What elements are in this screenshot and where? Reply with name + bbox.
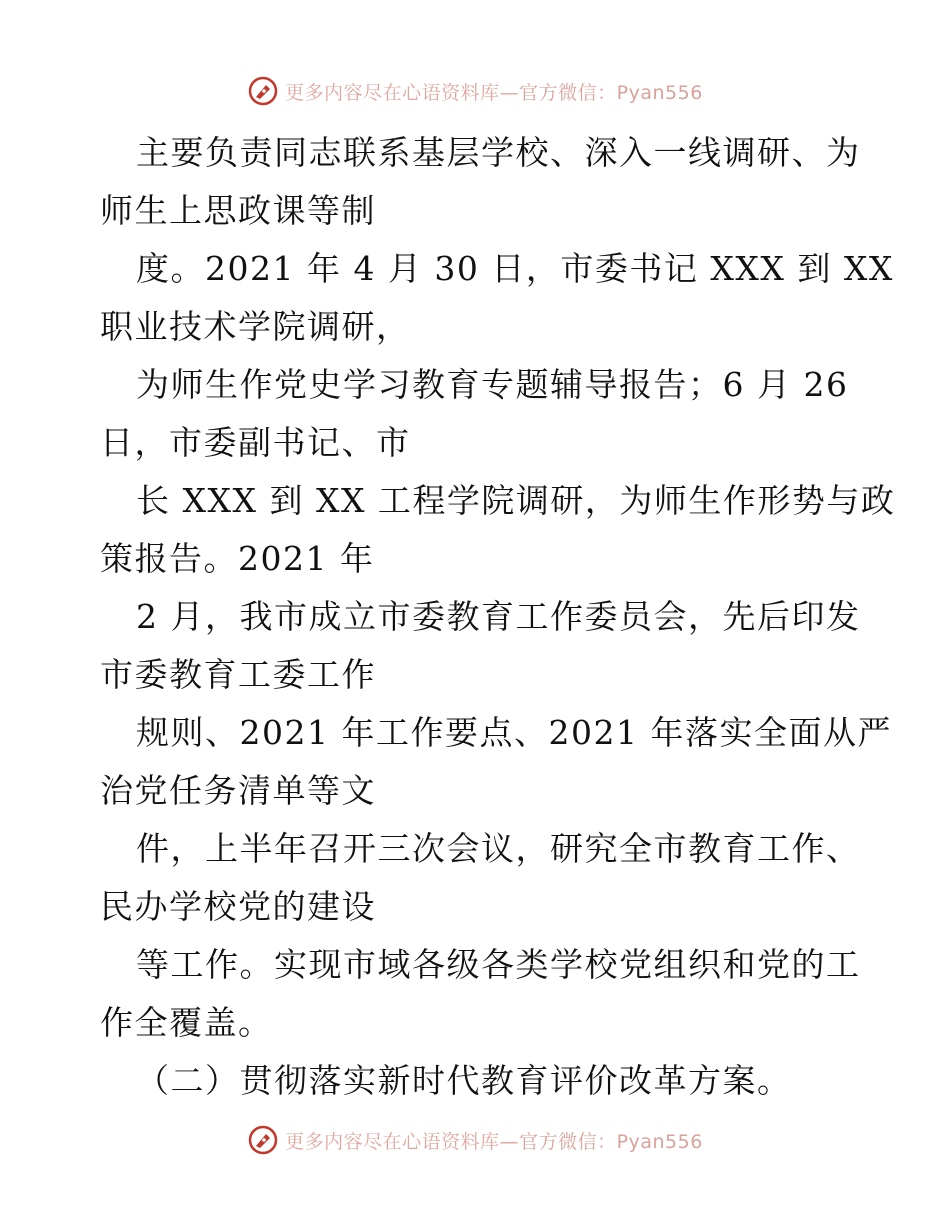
text-line: 度。2021 年 4 月 30 日，市委书记 XXX 到 XX — [136, 249, 894, 288]
text-line: 件，上半年召开三次会议，研究全市教育工作、 — [136, 829, 861, 868]
text-line: 策报告。2021 年 — [100, 539, 375, 578]
footer-watermark — [0, 1123, 950, 1157]
pen-nib-circle-icon — [247, 75, 279, 107]
pen-nib-circle-icon — [247, 1124, 279, 1156]
text-line: 师生上思政课等制 — [100, 191, 376, 230]
document-body — [100, 124, 896, 1110]
text-line: 等工作。实现市域各级各类学校党组织和党的工 — [136, 945, 861, 984]
text-line: 职业技术学院调研， — [100, 307, 411, 346]
watermark-contact-text: 官方微信：Pyan556 — [519, 81, 703, 104]
header-watermark — [0, 74, 950, 108]
text-line: 规则、2021 年工作要点、2021 年落实全面从严 — [136, 713, 892, 752]
watermark-contact-text: 官方微信：Pyan556 — [519, 1130, 703, 1153]
text-line: 作全覆盖。 — [100, 1003, 273, 1042]
text-line: 为师生作党史学习教育专题辅导报告；6 月 26 — [136, 365, 849, 404]
text-line: 日，市委副书记、市 — [100, 423, 411, 462]
section-heading: （二）贯彻落实新时代教育评价改革方案。 — [136, 1061, 792, 1100]
text-line: 民办学校党的建设 — [100, 887, 376, 926]
watermark-main-text: 更多内容尽在心语资料库— — [285, 1130, 520, 1153]
watermark-main-text: 更多内容尽在心语资料库— — [285, 81, 520, 104]
text-line: 治党任务清单等文 — [100, 771, 376, 810]
text-line: 2 月，我市成立市委教育工作委员会，先后印发 — [136, 597, 861, 636]
text-line: 主要负责同志联系基层学校、深入一线调研、为 — [136, 133, 861, 172]
text-line: 长 XXX 到 XX 工程学院调研，为师生作形势与政 — [136, 481, 896, 520]
text-line: 市委教育工委工作 — [100, 655, 376, 694]
